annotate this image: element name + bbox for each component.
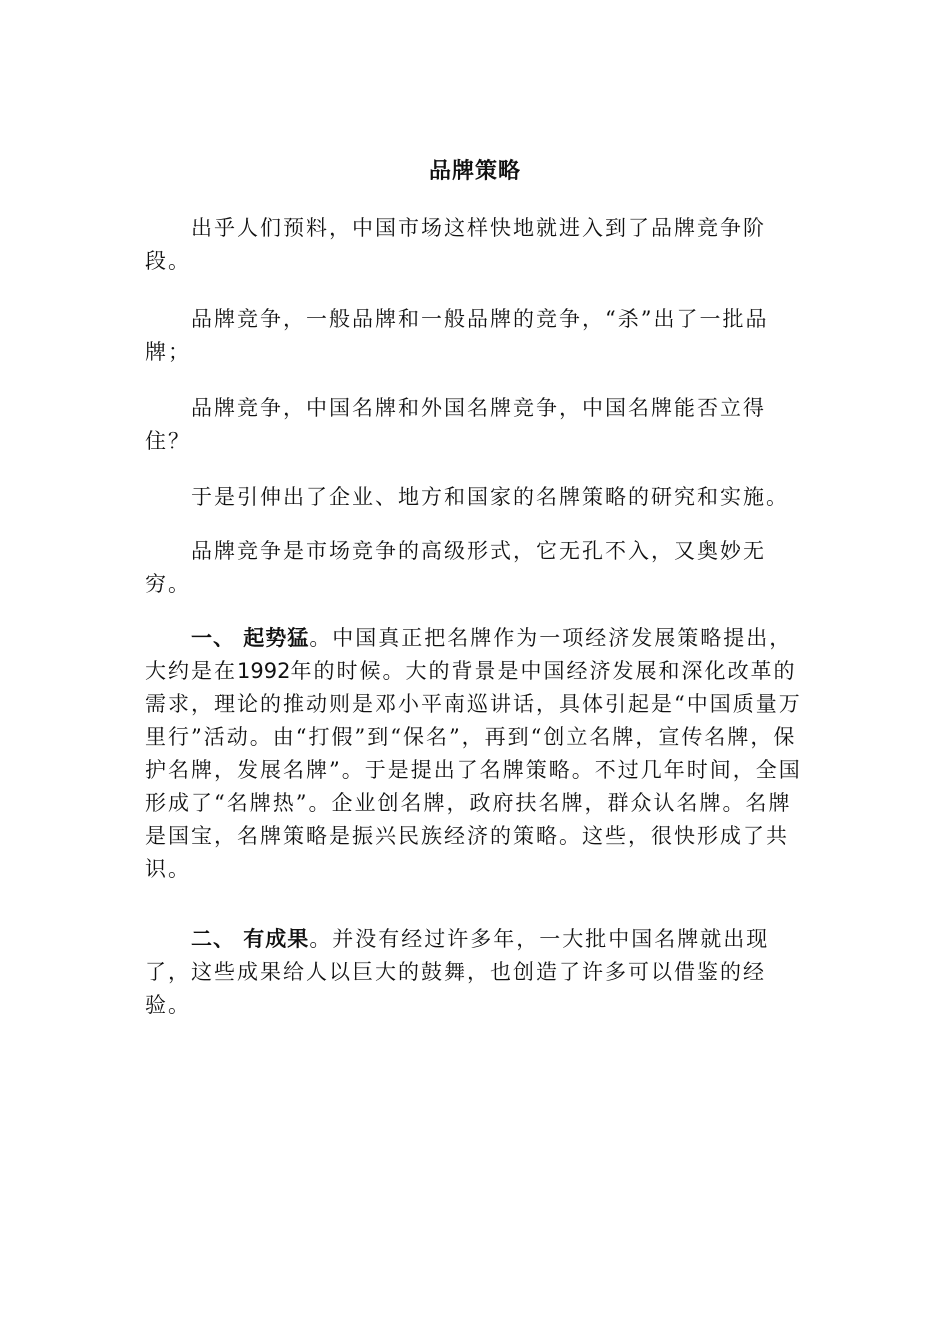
section-1-heading: 一、 起势猛: [191, 626, 310, 650]
paragraph-4: 于是引伸出了企业、地方和国家的名牌策略的研究和实施。: [191, 485, 789, 509]
section-2-heading: 二、 有成果: [191, 927, 310, 951]
paragraph-5: 品牌竞争是市场竞争的高级形式，它无孔不入，又奥妙无穷。: [145, 539, 766, 596]
section-1-text-b: 年的时候。大的背景是中国经济发展和深化改革的需求，理论的推动则是邓小平南巡讲话，具体引起是“中国质量万里行”活动。由“打假”到“保名”，再到“创立名牌，宣传名牌，保护名牌，发展名牌”。于是提出了名牌策略。不过几年时间，全国形成了“名牌热”。企业创名牌，政府扶名牌，群众认名牌。名牌是国宝，名牌策略是振兴民族经济的策略。这些，很快形成了共识。: [145, 659, 802, 881]
paragraph-1: 出乎人们预料，中国市场这样快地就进入到了品牌竞争阶段。: [145, 216, 766, 273]
paragraph-2: 品牌竞争，一般品牌和一般品牌的竞争，“杀”出了一批品牌；: [145, 307, 769, 364]
paragraph-3: 品牌竞争，中国名牌和外国名牌竞争，中国名牌能否立得住？: [145, 396, 766, 453]
section-2-paragraph: [145, 923, 810, 1022]
section-1-year: 1992: [237, 659, 291, 683]
section-2-text: 。并没有经过许多年，一大批中国名牌就出现了，这些成果给人以巨大的鼓舞，也创造了许多可以借鉴的经验。: [145, 927, 770, 1017]
document-title: 品牌策略: [428, 159, 521, 184]
section-1-text-a: 。中国真正把名牌作为一项经济发展策略提出，大约是在: [145, 626, 793, 683]
section-1-paragraph: [145, 622, 810, 886]
